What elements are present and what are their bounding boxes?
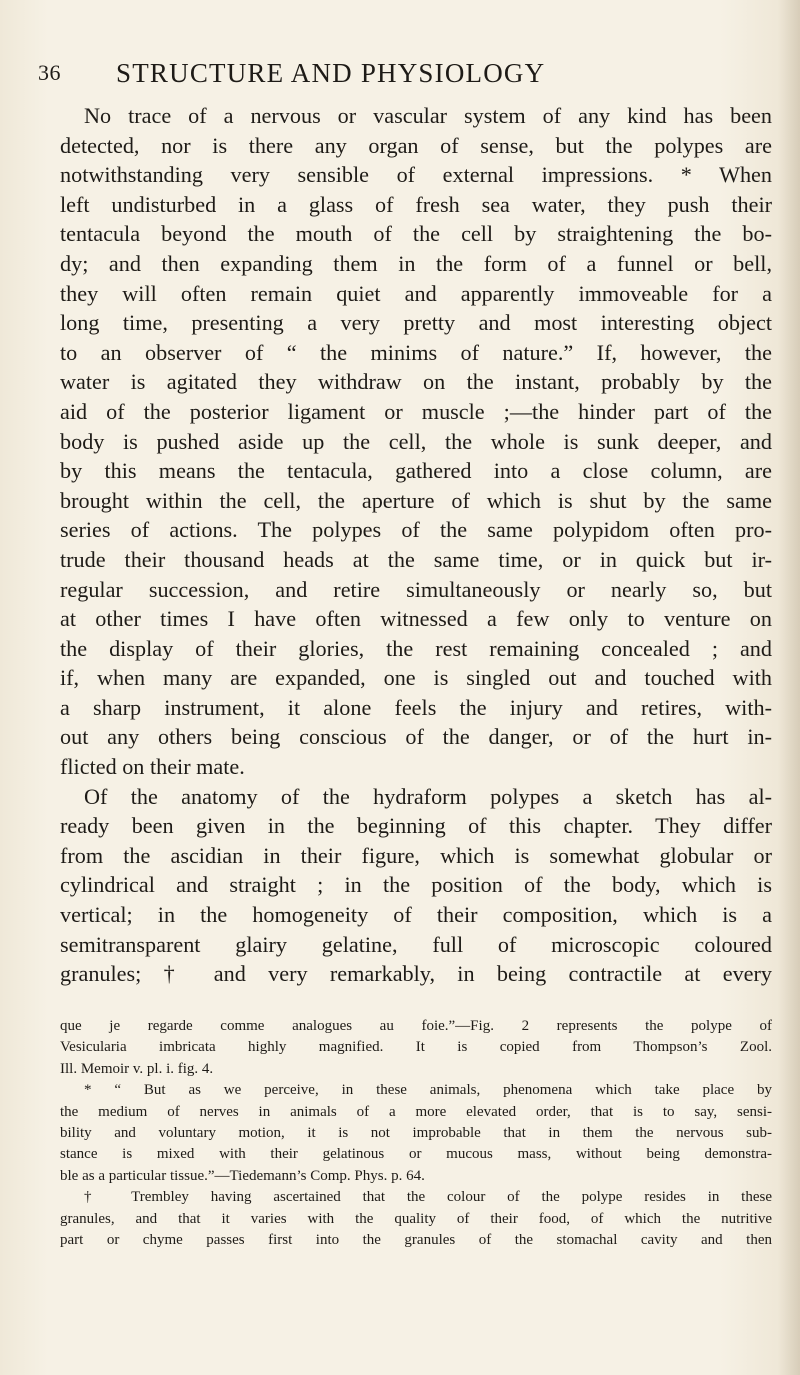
footnote-line: * “ But as we perceive, in these animals, phenomena which take place by <box>84 1082 772 1099</box>
text-line: granules; † and very remarkably, in being contractile at every <box>60 961 772 987</box>
footnote-line: the medium of nerves in animals of a more elevated order, that is to say, sensi- <box>60 1103 772 1120</box>
footnote-line: ble as a particular tissue.”—Tiedemann’s Comp. Phys. p. 64. <box>60 1167 425 1184</box>
text-line: if, when many are expanded, one is singled out and touched with <box>60 665 772 691</box>
text-line: they will often remain quiet and apparently immoveable for a <box>60 280 772 306</box>
text-line: left undisturbed in a glass of fresh sea water, they push their <box>60 191 772 217</box>
footnote-line: † Trembley having ascertained that the colour of the polype resides in these <box>84 1189 772 1206</box>
text-line: at other times I have often witnessed a few only to venture on <box>60 606 772 632</box>
page-edge-shadow <box>778 0 800 1375</box>
footnotes <box>60 1016 772 1251</box>
text-line: semitransparent glairy gelatine, full of microscopic coloured <box>60 931 772 957</box>
text-line: out any others being conscious of the danger, or of the hurt in- <box>60 724 772 750</box>
footnote-line: stance is mixed with their gelatinous or mucous mass, without being demonstra- <box>60 1146 772 1163</box>
text-line: tentacula beyond the mouth of the cell by straightening the bo- <box>60 221 772 247</box>
text-line: aid of the posterior ligament or muscle ;—the hinder part of the <box>60 398 772 424</box>
text-line: cylindrical and straight ; in the position of the body, which is <box>60 872 772 898</box>
text-line: long time, presenting a very pretty and most interesting object <box>60 310 772 336</box>
text-line: to an observer of “ the minims of nature.” If, however, the <box>60 339 772 365</box>
text-line: notwithstanding very sensible of external impressions. * When <box>60 162 772 188</box>
text-line: a sharp instrument, it alone feels the injury and retires, with- <box>60 694 772 720</box>
text-line: dy; and then expanding them in the form of a funnel or bell, <box>60 250 772 276</box>
text-line: Of the anatomy of the hydraform polypes a sketch has al- <box>84 783 772 809</box>
footnote-line: Ill. Memoir v. pl. i. fig. 4. <box>60 1060 214 1077</box>
main-text <box>60 101 772 989</box>
footnote-line: Vesicularia imbricata highly magnified. It is copied from Thompson’s Zool. <box>60 1039 772 1056</box>
page-number: 36 <box>38 60 61 85</box>
text-line: from the ascidian in their figure, which is somewhat globular or <box>60 842 772 868</box>
text-line: by this means the tentacula, gathered into a close column, are <box>60 458 772 484</box>
text-line: brought within the cell, the aperture of which is shut by the same <box>60 487 772 513</box>
text-line: body is pushed aside up the cell, the whole is sunk deeper, and <box>60 428 772 454</box>
running-title: STRUCTURE AND PHYSIOLOGY <box>116 58 546 88</box>
text-line: ready been given in the beginning of this chapter. They differ <box>60 813 772 839</box>
text-line: regular succession, and retire simultaneously or nearly so, but <box>60 576 772 602</box>
footnote-line: que je regarde comme analogues au foie.”—Fig. 2 represents the polype of <box>60 1018 772 1034</box>
page-header <box>38 58 758 94</box>
footnote-line: part or chyme passes first into the granules of the stomachal cavity and then <box>60 1231 772 1248</box>
footnote-line: granules, and that it varies with the quality of their food, of which the nutritive <box>60 1210 772 1227</box>
text-line: vertical; in the homogeneity of their composition, which is a <box>60 902 772 928</box>
text-line: the display of their glories, the rest remaining concealed ; and <box>60 635 772 661</box>
text-line: series of actions. The polypes of the same polypidom often pro- <box>60 517 772 543</box>
text-line: detected, nor is there any organ of sense, but the polypes are <box>60 132 772 158</box>
footnote-line: bility and voluntary motion, it is not improbable that in them the nervous sub- <box>60 1124 772 1141</box>
text-line: trude their thousand heads at the same time, or in quick but ir- <box>60 546 772 572</box>
text-line: flicted on their mate. <box>60 754 245 780</box>
text-line: water is agitated they withdraw on the instant, probably by the <box>60 369 772 395</box>
text-line: No trace of a nervous or vascular system of any kind has been <box>84 103 772 128</box>
